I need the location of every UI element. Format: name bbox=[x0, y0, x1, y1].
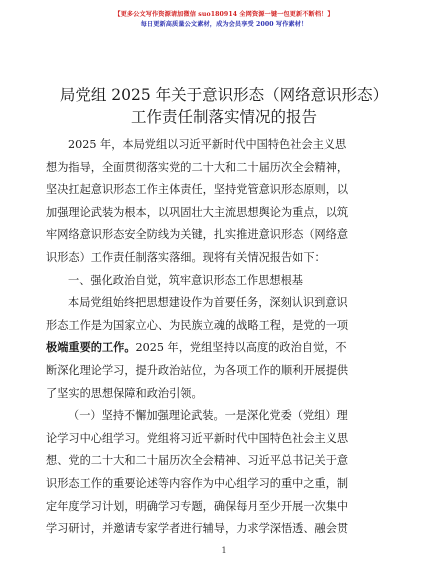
page-number: 1 bbox=[221, 546, 227, 555]
paragraph-2-line: 本局党组始终把思想建设作为首要任务，深刻认识到意识 bbox=[68, 296, 348, 310]
paragraph-1-line: 坚决扛起意识形态工作主体责任，坚持党管意识形态原则，以 bbox=[46, 183, 349, 197]
paragraph-2-line: 断深化理论学习，提升政治站位，为各项工作的顺利开展提供 bbox=[46, 363, 349, 377]
emphasis-text: 极端重要的工作。 bbox=[46, 341, 136, 355]
paragraph-2-line: 了坚实的思想保障和政治引领。 bbox=[46, 386, 203, 400]
paragraph-3-line: 学习研讨，并邀请专家学者进行辅导，力求学深悟透、融会贯 bbox=[46, 522, 349, 536]
paragraph-1-line: 牢网络意识形态安全防线为关键，扎实推进意识形态（网络意 bbox=[46, 228, 349, 242]
paragraph-3-line: 识形态工作的重要论述等内容作为中心组学习的重中之重，制 bbox=[46, 476, 349, 490]
document-body bbox=[46, 134, 398, 541]
paragraph-2-line: 形态工作是为国家立心、为民族立魂的战略工程，是党的一项 bbox=[46, 318, 349, 332]
paragraph-3-line: （一）坚持不懈加强理论武装。一是深化党委（党组）理 bbox=[68, 409, 348, 423]
paragraph-3-line: 定年度学习计划，明确学习专题，确保每月至少开展一次集中 bbox=[46, 499, 349, 513]
promo-banner-line-2: 每日更新高质量公文素材，成为会员享受 2000 写作素材！ bbox=[140, 21, 308, 28]
section-heading-1: 一、强化政治自觉，筑牢意识形态工作思想根基 bbox=[68, 273, 303, 287]
paragraph-1-line: 想为指导，全面贯彻落实党的二十大和二十届历次全会精神， bbox=[46, 160, 349, 174]
paragraph-3-line: 想、党的二十大和二十届历次全会精神、习近平总书记关于意 bbox=[46, 454, 349, 468]
paragraph-3-line: 论学习中心组学习。党组将习近平新时代中国特色社会主义思 bbox=[46, 431, 349, 445]
paragraph-1-line: 识形态）工作责任制落实落细。现将有关情况报告如下： bbox=[46, 250, 326, 264]
document-title-line-2: 工作责任制落实情况的报告 bbox=[130, 108, 317, 126]
promo-banner-line-1: 【更多公文写作资源请加微信 suo180914 全网资源一键一包更新不断档！】 bbox=[114, 11, 334, 18]
paragraph-1-line: 加强理论武装为根本，以巩固壮大主流思想舆论为重点，以筑 bbox=[46, 205, 349, 219]
paragraph-2-line bbox=[46, 337, 398, 360]
paragraph-2-text: 2025 年，党组坚持以高度的政治自觉，不 bbox=[135, 341, 347, 355]
paragraph-1-line: 2025 年，本局党组以习近平新时代中国特色社会主义思 bbox=[68, 138, 347, 151]
document-title-line-1: 局党组 2025 年关于意识形态（网络意识形态） bbox=[59, 86, 389, 104]
